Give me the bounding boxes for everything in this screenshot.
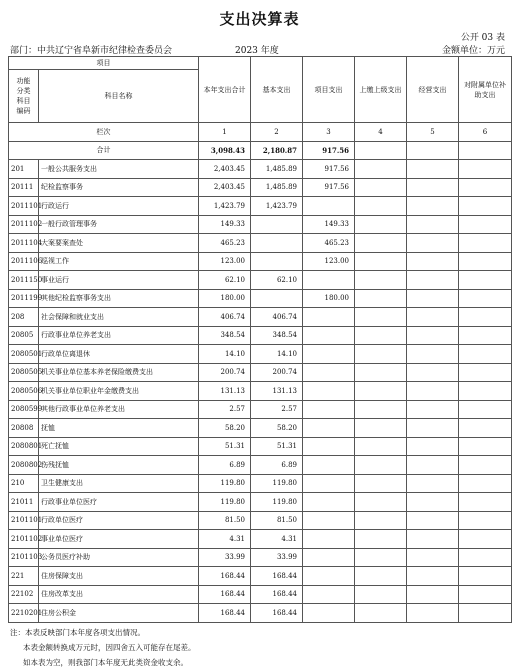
row-subject-name: 伤残抚恤: [39, 456, 199, 475]
row-col3: [303, 530, 355, 549]
header-n2: 2: [251, 123, 303, 142]
row-col2: 131.13: [251, 382, 303, 401]
header-lanci: 栏次: [9, 123, 199, 142]
row-code: 2011104: [9, 234, 39, 253]
row-col3: [303, 326, 355, 345]
row-col6: [459, 585, 512, 604]
row-col5: [407, 456, 459, 475]
table-row: [9, 493, 512, 512]
row-subject-name: 一般公共服务支出: [39, 160, 199, 179]
row-col4: [355, 160, 407, 179]
row-col2: 200.74: [251, 363, 303, 382]
row-code: 2080801: [9, 437, 39, 456]
row-col1: 58.20: [199, 419, 251, 438]
expenditure-table: [8, 56, 512, 623]
row-col1: 81.50: [199, 511, 251, 530]
row-col1: 14.10: [199, 345, 251, 364]
row-col4: [355, 345, 407, 364]
row-col2: 1,423.79: [251, 197, 303, 216]
row-col1: 62.10: [199, 271, 251, 290]
row-col1: 123.00: [199, 252, 251, 271]
row-subject-name: 巡视工作: [39, 252, 199, 271]
row-col4: [355, 419, 407, 438]
row-col2: 62.10: [251, 271, 303, 290]
row-col4: [355, 585, 407, 604]
row-col1: 465.23: [199, 234, 251, 253]
table-row: [9, 437, 512, 456]
report-title: 支出决算表: [219, 10, 300, 28]
row-col4: [355, 382, 407, 401]
row-col2: 58.20: [251, 419, 303, 438]
row-col3: [303, 271, 355, 290]
header-n4: 4: [355, 123, 407, 142]
header-func-code: 功能分类科目编码: [9, 70, 39, 123]
table-row: [9, 474, 512, 493]
row-subject-name: 行政单位离退休: [39, 345, 199, 364]
header-col1: 本年支出合计: [199, 57, 251, 123]
row-col6: [459, 234, 512, 253]
header-subject-name: 科目名称: [39, 70, 199, 123]
row-col1: 406.74: [199, 308, 251, 327]
row-col2: [251, 252, 303, 271]
row-col2: 119.80: [251, 493, 303, 512]
row-col1: 200.74: [199, 363, 251, 382]
unit-label: 金额单位：万元: [441, 46, 505, 56]
row-code: 21011: [9, 493, 39, 512]
row-col6: [459, 419, 512, 438]
row-col3: [303, 456, 355, 475]
header-row-project: [9, 57, 512, 70]
row-col4: [355, 271, 407, 290]
row-code: 20805: [9, 326, 39, 345]
year-label: 2023 年度: [235, 46, 279, 56]
row-col1: 119.80: [199, 474, 251, 493]
row-col5: [407, 474, 459, 493]
row-col2: [251, 289, 303, 308]
header-col6: 对附属单位补助支出: [459, 57, 512, 123]
row-code: 210: [9, 474, 39, 493]
row-col5: [407, 604, 459, 623]
row-col1: 168.44: [199, 585, 251, 604]
header-col2: 基本支出: [251, 57, 303, 123]
row-col1: 33.99: [199, 548, 251, 567]
row-subject-name: 公务员医疗补助: [39, 548, 199, 567]
row-col6: [459, 160, 512, 179]
row-col6: [459, 437, 512, 456]
row-col3: [303, 419, 355, 438]
row-col5: [407, 271, 459, 290]
row-col5: [407, 511, 459, 530]
table-row: [9, 456, 512, 475]
total-col2: 2,180.87: [251, 141, 303, 160]
row-col2: 168.44: [251, 567, 303, 586]
row-col2: 348.54: [251, 326, 303, 345]
row-code: 2011150: [9, 271, 39, 290]
row-col4: [355, 234, 407, 253]
row-col1: 168.44: [199, 567, 251, 586]
row-code: 208: [9, 308, 39, 327]
row-col4: [355, 567, 407, 586]
row-code: 2101102: [9, 530, 39, 549]
header-n6: 6: [459, 123, 512, 142]
row-col1: 2,403.45: [199, 178, 251, 197]
row-col3: 180.00: [303, 289, 355, 308]
row-code: 2080802: [9, 456, 39, 475]
row-col3: 123.00: [303, 252, 355, 271]
table-row: [9, 308, 512, 327]
row-col6: [459, 567, 512, 586]
note-line: 如本表为空，则我部门本年度无此类资金收支余。: [23, 658, 188, 667]
row-col4: [355, 363, 407, 382]
table-row: [9, 585, 512, 604]
table-row: [9, 548, 512, 567]
row-col5: [407, 178, 459, 197]
row-col6: [459, 493, 512, 512]
table-row: [9, 178, 512, 197]
row-col5: [407, 567, 459, 586]
row-col3: 917.56: [303, 178, 355, 197]
row-col2: 168.44: [251, 604, 303, 623]
total-col5: [407, 141, 459, 160]
row-col2: 168.44: [251, 585, 303, 604]
row-col1: 2.57: [199, 400, 251, 419]
row-subject-name: 行政运行: [39, 197, 199, 216]
table-row: [9, 160, 512, 179]
table-row: [9, 382, 512, 401]
row-col3: [303, 567, 355, 586]
row-col6: [459, 511, 512, 530]
table-row: [9, 604, 512, 623]
table-row: [9, 363, 512, 382]
table-row: [9, 567, 512, 586]
row-col3: [303, 345, 355, 364]
row-code: 20808: [9, 419, 39, 438]
row-col3: [303, 363, 355, 382]
row-col1: 6.89: [199, 456, 251, 475]
row-subject-name: 其他行政事业单位养老支出: [39, 400, 199, 419]
row-code: 2101103: [9, 548, 39, 567]
row-col4: [355, 548, 407, 567]
row-code: 2080599: [9, 400, 39, 419]
row-col6: [459, 400, 512, 419]
row-subject-name: 死亡抚恤: [39, 437, 199, 456]
row-col6: [459, 363, 512, 382]
row-code: 2210201: [9, 604, 39, 623]
row-col2: 6.89: [251, 456, 303, 475]
row-code: 2080501: [9, 345, 39, 364]
row-col5: [407, 308, 459, 327]
table-body: [9, 57, 512, 623]
table-row: [9, 530, 512, 549]
row-col5: [407, 437, 459, 456]
row-col1: 51.31: [199, 437, 251, 456]
row-col5: [407, 363, 459, 382]
row-col6: [459, 474, 512, 493]
row-col2: 4.31: [251, 530, 303, 549]
table-row: [9, 326, 512, 345]
row-col3: [303, 382, 355, 401]
row-col4: [355, 197, 407, 216]
total-col4: [355, 141, 407, 160]
note-line: 注：本表反映部门本年度各项支出情况。: [10, 628, 145, 637]
row-col5: [407, 345, 459, 364]
total-col1: 3,098.43: [199, 141, 251, 160]
row-col4: [355, 252, 407, 271]
row-col5: [407, 326, 459, 345]
row-col5: [407, 289, 459, 308]
row-subject-name: 住房保障支出: [39, 567, 199, 586]
row-col2: 51.31: [251, 437, 303, 456]
row-col3: [303, 585, 355, 604]
row-col2: 14.10: [251, 345, 303, 364]
row-col3: [303, 604, 355, 623]
row-code: 2101101: [9, 511, 39, 530]
total-col6: [459, 141, 512, 160]
total-col3: 917.56: [303, 141, 355, 160]
table-row: [9, 400, 512, 419]
row-col1: 168.44: [199, 604, 251, 623]
row-col3: [303, 308, 355, 327]
row-code: 2080505: [9, 363, 39, 382]
row-col4: [355, 456, 407, 475]
table-row: [9, 197, 512, 216]
row-col1: 348.54: [199, 326, 251, 345]
row-col6: [459, 215, 512, 234]
total-label: 合计: [9, 141, 199, 160]
header-n5: 5: [407, 123, 459, 142]
row-subject-name: 卫生健康支出: [39, 474, 199, 493]
row-col5: [407, 493, 459, 512]
row-col6: [459, 178, 512, 197]
table-row: [9, 271, 512, 290]
header-col3: 项目支出: [303, 57, 355, 123]
row-subject-name: 机关事业单位职业年金缴费支出: [39, 382, 199, 401]
header-project: 项目: [9, 57, 199, 70]
row-col3: [303, 400, 355, 419]
header-col5: 经营支出: [407, 57, 459, 123]
row-subject-name: 社会保障和就业支出: [39, 308, 199, 327]
row-subject-name: 一般行政管理事务: [39, 215, 199, 234]
row-code: 221: [9, 567, 39, 586]
row-col3: [303, 474, 355, 493]
row-subject-name: 事业运行: [39, 271, 199, 290]
row-col4: [355, 308, 407, 327]
row-col4: [355, 400, 407, 419]
row-col3: 149.33: [303, 215, 355, 234]
row-col5: [407, 234, 459, 253]
row-col3: [303, 493, 355, 512]
row-col5: [407, 382, 459, 401]
row-col3: 917.56: [303, 160, 355, 179]
row-col4: [355, 215, 407, 234]
row-col4: [355, 493, 407, 512]
row-col4: [355, 511, 407, 530]
row-col2: 406.74: [251, 308, 303, 327]
row-col2: [251, 234, 303, 253]
table-row: [9, 289, 512, 308]
row-col5: [407, 419, 459, 438]
row-subject-name: 大案要案查处: [39, 234, 199, 253]
row-code: 2011106: [9, 252, 39, 271]
row-col1: 1,423.79: [199, 197, 251, 216]
footnotes: [10, 625, 196, 670]
row-col4: [355, 178, 407, 197]
row-col2: 119.80: [251, 474, 303, 493]
header-row-lanci: [9, 123, 512, 142]
row-col1: 131.13: [199, 382, 251, 401]
row-col6: [459, 548, 512, 567]
row-col5: [407, 548, 459, 567]
row-subject-name: 抚恤: [39, 419, 199, 438]
table-row: [9, 419, 512, 438]
row-col4: [355, 289, 407, 308]
table-row: [9, 511, 512, 530]
row-col2: 81.50: [251, 511, 303, 530]
row-col3: 465.23: [303, 234, 355, 253]
row-code: 20111: [9, 178, 39, 197]
row-col5: [407, 585, 459, 604]
row-col3: [303, 511, 355, 530]
row-col2: 1,485.89: [251, 160, 303, 179]
table-row: [9, 252, 512, 271]
row-col2: [251, 215, 303, 234]
row-col6: [459, 604, 512, 623]
table-row: [9, 215, 512, 234]
row-col6: [459, 197, 512, 216]
row-col5: [407, 400, 459, 419]
row-col2: 33.99: [251, 548, 303, 567]
header-n3: 3: [303, 123, 355, 142]
table-row: [9, 234, 512, 253]
row-col6: [459, 530, 512, 549]
row-code: 2080506: [9, 382, 39, 401]
row-col1: 180.00: [199, 289, 251, 308]
row-col4: [355, 474, 407, 493]
row-col5: [407, 530, 459, 549]
row-subject-name: 其他纪检监察事务支出: [39, 289, 199, 308]
row-col3: [303, 437, 355, 456]
department-label: 部门：中共辽宁省阜新市纪律检查委员会: [10, 46, 173, 56]
row-col1: 149.33: [199, 215, 251, 234]
row-subject-name: 住房改革支出: [39, 585, 199, 604]
row-subject-name: 行政事业单位养老支出: [39, 326, 199, 345]
row-col6: [459, 271, 512, 290]
row-code: 2011102: [9, 215, 39, 234]
header-n1: 1: [199, 123, 251, 142]
row-col6: [459, 308, 512, 327]
row-col4: [355, 604, 407, 623]
row-col5: [407, 197, 459, 216]
row-col4: [355, 530, 407, 549]
row-col2: 1,485.89: [251, 178, 303, 197]
header-col4: 上缴上级支出: [355, 57, 407, 123]
row-code: 201: [9, 160, 39, 179]
row-col5: [407, 215, 459, 234]
row-col6: [459, 326, 512, 345]
row-col3: [303, 197, 355, 216]
row-col6: [459, 252, 512, 271]
row-col2: 2.57: [251, 400, 303, 419]
row-col6: [459, 382, 512, 401]
note-line: 本表金额转换成万元时，因四舍五入可能存在尾差。: [23, 643, 196, 652]
row-code: 2011101: [9, 197, 39, 216]
row-subject-name: 事业单位医疗: [39, 530, 199, 549]
row-col6: [459, 345, 512, 364]
total-row: [9, 141, 512, 160]
table-number: 公开 03 表: [460, 33, 505, 43]
row-col3: [303, 548, 355, 567]
row-col4: [355, 437, 407, 456]
row-col1: 2,403.45: [199, 160, 251, 179]
row-col5: [407, 160, 459, 179]
row-col6: [459, 289, 512, 308]
row-col1: 4.31: [199, 530, 251, 549]
row-col4: [355, 326, 407, 345]
row-col5: [407, 252, 459, 271]
table-row: [9, 345, 512, 364]
row-subject-name: 机关事业单位基本养老保险缴费支出: [39, 363, 199, 382]
row-code: 22102: [9, 585, 39, 604]
row-col1: 119.80: [199, 493, 251, 512]
row-col6: [459, 456, 512, 475]
row-subject-name: 行政事业单位医疗: [39, 493, 199, 512]
row-subject-name: 纪检监察事务: [39, 178, 199, 197]
row-code: 2011199: [9, 289, 39, 308]
row-subject-name: 住房公积金: [39, 604, 199, 623]
row-subject-name: 行政单位医疗: [39, 511, 199, 530]
